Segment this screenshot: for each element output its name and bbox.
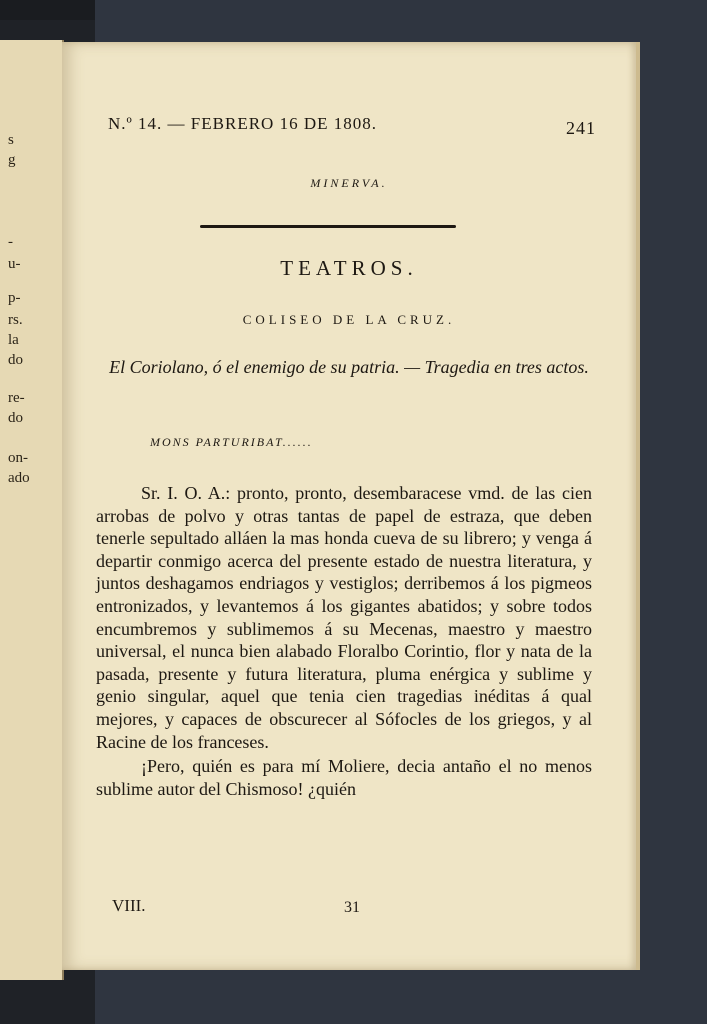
left-fragment: do	[8, 352, 23, 368]
issue-date: N.º 14. — FEBRERO 16 DE 1808.	[108, 114, 377, 133]
page-footer	[112, 896, 412, 920]
play-title: El Coriolano, ó el enemigo de su patria. — Tragedia en tres actos.	[109, 357, 589, 377]
decorative-rule	[200, 225, 456, 228]
left-fragment: s	[8, 132, 14, 148]
book-page	[62, 42, 640, 970]
signature-number: 31	[344, 899, 360, 916]
paragraph: ¡Pero, quién es para mí Moliere, decia antaño el no menos sublime autor del Chismoso! ¿quién	[96, 756, 592, 799]
left-fragment: g	[8, 152, 16, 168]
left-fragment: p-	[8, 290, 21, 306]
left-fragment: on-	[8, 450, 28, 466]
signature-mark: VIII.	[112, 896, 146, 915]
left-fragment: rs.	[8, 312, 23, 328]
paragraph: Sr. I. O. A.: pronto, pronto, desembaracese vmd. de las cien arrobas de polvo y otras tantas de papel de estraza, que deben tenerle sepultado alláen la mas honda cueva de su librero; y venga á departir conmigo acerca del presente estado de nuestra literatura, y juntos deshagamos endriagos y vestiglos; derribemos á los pigmeos entronizados, y levantemos á los gigantes abatidos; y sobre todos encumbremos y sublimemos á su Mecenas, maestro y maestro universal, el nunca bien alabado Floralbo Corintio, flor y nata de la pasada, presente y futura literatura, pluma enérgica y sublime y genio singular, aquel que tenia cien tragedias inéditas á qual mejores, y capaces de obscurecer al Sófocles de los griegos, y al Racine de los franceses.	[96, 483, 592, 752]
page-number: 241	[566, 118, 596, 138]
journal-title: MINERVA.	[310, 176, 388, 190]
left-fragment: do	[8, 410, 23, 426]
left-fragment: -	[8, 234, 13, 250]
left-page-edge	[0, 40, 64, 980]
left-fragment: la	[8, 332, 19, 348]
article-body	[96, 482, 592, 800]
section-title: TEATROS.	[280, 256, 418, 280]
left-fragment: ado	[8, 470, 30, 486]
epigraph: MONS PARTURIBAT......	[150, 435, 313, 449]
left-fragment: u-	[8, 256, 21, 272]
subsection-title: COLISEO DE LA CRUZ.	[242, 312, 456, 327]
left-fragment: re-	[8, 390, 25, 406]
running-header	[108, 114, 596, 138]
